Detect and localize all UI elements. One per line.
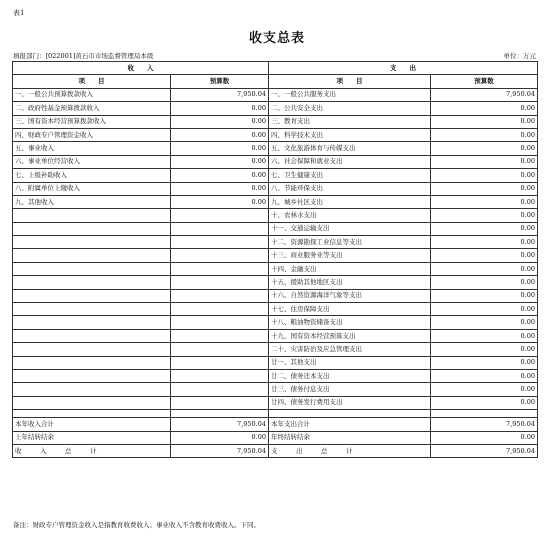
expense-item-cell: 十九、国有资本经营预算支出 — [269, 329, 431, 342]
column-header-row — [13, 75, 538, 88]
expense-item-cell: 十二、资源勘探工业信息等支出 — [269, 236, 431, 249]
expense-budget-cell: 0.00 — [431, 276, 538, 289]
income-item-cell: 二、政府性基金预算拨款收入 — [13, 102, 171, 115]
footnote: 备注：财政专户管理资金收入是指教育收费收入；事业收入不含教育收费收入。下同。 — [13, 521, 260, 529]
expense-budget-cell: 0.00 — [431, 128, 538, 141]
table-row — [13, 222, 538, 235]
table-row — [13, 343, 538, 356]
expense-budget-cell: 0.00 — [431, 155, 538, 168]
income-item-cell: 上年结转结余 — [13, 431, 171, 444]
expense-budget-cell: 0.00 — [431, 222, 538, 235]
income-budget-cell: 0.00 — [171, 182, 269, 195]
page-title: 收支总表 — [248, 31, 305, 46]
table-row — [13, 383, 538, 396]
table-row — [13, 369, 538, 382]
expense-item-cell: 廿二、债务还本支出 — [269, 369, 431, 382]
income-item-cell — [13, 209, 171, 222]
income-budget-cell: 0.00 — [171, 115, 269, 128]
income-item-cell — [13, 343, 171, 356]
expense-item-cell: 二十、灾害防治及应急管理支出 — [269, 343, 431, 356]
table-row — [13, 396, 538, 409]
expense-item-cell: 廿一、其他支出 — [269, 356, 431, 369]
income-budget-cell — [171, 276, 269, 289]
income-budget-cell: 7,950.04 — [171, 444, 269, 457]
expense-item-cell: 六、社会保障和就业支出 — [269, 155, 431, 168]
expense-item-cell: 十四、金融支出 — [269, 262, 431, 275]
expense-group-header: 支 出 — [269, 62, 538, 75]
table-row — [13, 316, 538, 329]
income-item-cell: 九、其他收入 — [13, 195, 171, 208]
expense-budget-cell: 0.00 — [431, 369, 538, 382]
table-row — [13, 155, 538, 168]
table-row — [13, 142, 538, 155]
expense-budget-cell: 0.00 — [431, 209, 538, 222]
group-header-row — [13, 62, 538, 75]
income-budget-cell — [171, 249, 269, 262]
income-item-cell: 本年收入合计 — [13, 418, 171, 431]
income-budget-cell: 0.00 — [171, 142, 269, 155]
income-budget-cell — [171, 369, 269, 382]
expense-budget-cell: 0.00 — [431, 383, 538, 396]
income-item-cell: 三、国有资本经营预算拨款收入 — [13, 115, 171, 128]
income-budget-cell — [171, 289, 269, 302]
expense-item-cell: 三、教育支出 — [269, 115, 431, 128]
income-item-cell: 收 入 总 计 — [13, 444, 171, 457]
expense-item-cell: 九、城乡社区支出 — [269, 195, 431, 208]
expense-item-cell: 十三、商业服务业等支出 — [269, 249, 431, 262]
expense-item-cell: 本年支出合计 — [269, 418, 431, 431]
income-budget-cell: 0.00 — [171, 169, 269, 182]
table-row — [13, 102, 538, 115]
expense-item-cell: 支 出 总 计 — [269, 444, 431, 457]
expense-budget-cell: 0.00 — [431, 142, 538, 155]
table-row — [13, 236, 538, 249]
table-row — [13, 289, 538, 302]
unit-label: 单位：万元 — [503, 52, 536, 60]
expense-budget-cell: 7,950.04 — [431, 444, 538, 457]
income-item-cell — [13, 316, 171, 329]
income-budget-cell — [171, 222, 269, 235]
income-budget-cell: 0.00 — [171, 431, 269, 444]
income-item-cell — [13, 383, 171, 396]
income-budget-cell — [171, 343, 269, 356]
expense-budget-cell: 7,950.04 — [431, 418, 538, 431]
empty-cell — [13, 410, 171, 418]
expense-budget-cell: 0.00 — [431, 316, 538, 329]
expense-item-cell: 十七、住房保障支出 — [269, 303, 431, 316]
expense-item-cell: 十六、自然资源海洋气象等支出 — [269, 289, 431, 302]
table-row — [13, 182, 538, 195]
table-row — [13, 329, 538, 342]
expense-budget-cell: 0.00 — [431, 115, 538, 128]
table-row — [13, 88, 538, 101]
income-budget-cell — [171, 356, 269, 369]
expense-item-cell: 廿三、债务付息支出 — [269, 383, 431, 396]
income-item-cell: 七、上级补助收入 — [13, 169, 171, 182]
income-budget-cell — [171, 396, 269, 409]
income-group-header: 收 入 — [13, 62, 269, 75]
expense-item-cell: 一、一般公共服务支出 — [269, 88, 431, 101]
table-row — [13, 115, 538, 128]
expense-budget-cell: 0.00 — [431, 356, 538, 369]
table-row — [13, 356, 538, 369]
table-row — [13, 431, 538, 444]
income-budget-cell — [171, 383, 269, 396]
expense-budget-cell: 0.00 — [431, 102, 538, 115]
income-item-cell: 四、财政专户管理资金收入 — [13, 128, 171, 141]
income-item-cell — [13, 276, 171, 289]
income-item-cell — [13, 236, 171, 249]
expense-budget-cell: 7,950.04 — [431, 88, 538, 101]
empty-cell — [171, 410, 269, 418]
empty-cell — [269, 410, 431, 418]
expense-item-cell: 七、卫生健康支出 — [269, 169, 431, 182]
income-item-cell — [13, 329, 171, 342]
income-item-cell — [13, 262, 171, 275]
expense-budget-cell: 0.00 — [431, 431, 538, 444]
expense-item-cell: 年终结转结余 — [269, 431, 431, 444]
expense-item-cell: 二、公共安全支出 — [269, 102, 431, 115]
table-row — [13, 169, 538, 182]
department-label: 填报部门：[022001]黄石市市场监督管理局本级 — [13, 52, 154, 60]
income-budget-cell — [171, 209, 269, 222]
income-item-cell — [13, 249, 171, 262]
income-item-cell — [13, 289, 171, 302]
income-item-cell — [13, 396, 171, 409]
table-row — [13, 418, 538, 431]
income-budget-cell — [171, 236, 269, 249]
table-row — [13, 128, 538, 141]
expense-budget-cell: 0.00 — [431, 343, 538, 356]
income-budget-cell — [171, 329, 269, 342]
income-item-header: 项 目 — [13, 75, 171, 88]
expense-budget-cell: 0.00 — [431, 182, 538, 195]
expense-item-cell: 十一、交通运输支出 — [269, 222, 431, 235]
expense-item-cell: 十、农林水支出 — [269, 209, 431, 222]
expense-budget-header: 预算数 — [431, 75, 538, 88]
income-budget-cell: 7,950.04 — [171, 418, 269, 431]
table-row — [13, 249, 538, 262]
expense-budget-cell: 0.00 — [431, 249, 538, 262]
expense-budget-cell: 0.00 — [431, 236, 538, 249]
income-budget-cell — [171, 303, 269, 316]
expense-budget-cell: 0.00 — [431, 289, 538, 302]
expense-item-cell: 廿四、债务发行费用支出 — [269, 396, 431, 409]
empty-cell — [431, 410, 538, 418]
income-expense-table — [12, 61, 538, 458]
expense-budget-cell: 0.00 — [431, 303, 538, 316]
income-item-cell: 一、一般公共预算拨款收入 — [13, 88, 171, 101]
income-budget-cell: 7,950.04 — [171, 88, 269, 101]
income-item-cell: 八、附属单位上缴收入 — [13, 182, 171, 195]
income-budget-cell: 0.00 — [171, 195, 269, 208]
table-row — [13, 195, 538, 208]
income-budget-header: 预算数 — [171, 75, 269, 88]
income-item-cell — [13, 222, 171, 235]
expense-budget-cell: 0.00 — [431, 262, 538, 275]
expense-item-cell: 八、节能环保支出 — [269, 182, 431, 195]
expense-budget-cell: 0.00 — [431, 329, 538, 342]
income-item-cell — [13, 303, 171, 316]
income-budget-cell — [171, 262, 269, 275]
expense-item-cell: 十五、援助其他地区支出 — [269, 276, 431, 289]
table-row — [13, 209, 538, 222]
income-budget-cell: 0.00 — [171, 128, 269, 141]
income-budget-cell — [171, 316, 269, 329]
income-item-cell — [13, 356, 171, 369]
income-item-cell — [13, 369, 171, 382]
income-budget-cell: 0.00 — [171, 155, 269, 168]
table-row — [13, 262, 538, 275]
income-item-cell: 六、事业单位经营收入 — [13, 155, 171, 168]
income-budget-cell: 0.00 — [171, 102, 269, 115]
income-item-cell: 五、事业收入 — [13, 142, 171, 155]
table-number: 表1 — [13, 9, 25, 17]
table-row — [13, 303, 538, 316]
table-row — [13, 276, 538, 289]
spacer-row — [13, 410, 538, 418]
table-row — [13, 444, 538, 457]
expense-item-cell: 四、科学技术支出 — [269, 128, 431, 141]
expense-budget-cell: 0.00 — [431, 195, 538, 208]
expense-item-header: 项 目 — [269, 75, 431, 88]
expense-item-cell: 十八、粮油物资储备支出 — [269, 316, 431, 329]
expense-budget-cell: 0.00 — [431, 169, 538, 182]
expense-item-cell: 五、文化旅游体育与传媒支出 — [269, 142, 431, 155]
expense-budget-cell: 0.00 — [431, 396, 538, 409]
